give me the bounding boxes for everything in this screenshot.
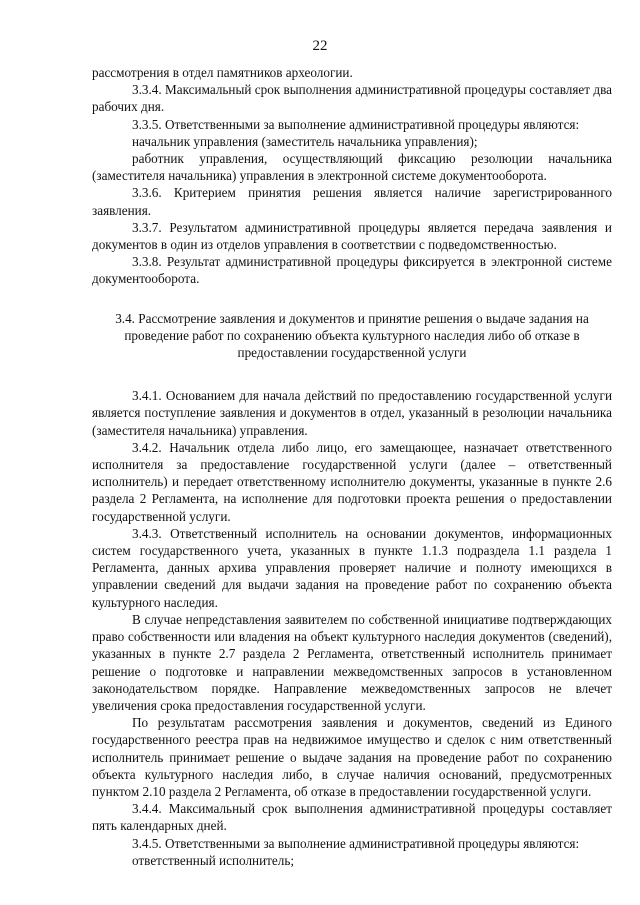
paragraph: 3.4.5. Ответственными за выполнение административной процедуры являются: (132, 835, 580, 851)
paragraph: ответственный исполнитель; (132, 852, 295, 868)
paragraph: 3.3.4. Максимальный срок выполнения административной процедуры составляет два рабочих дня. (92, 82, 612, 115)
page-content (92, 64, 612, 869)
paragraph: рассмотрения в отдел памятников археологии. (92, 65, 353, 80)
paragraph: 3.3.5. Ответственными за выполнение административной процедуры являются: (132, 116, 580, 132)
page-number: 22 (312, 38, 328, 54)
paragraph: 3.4.2. Начальник отдела либо лицо, его замещающее, назначает ответственного исполнителя за предоставление государственной услуги (далее – ответственный исполнитель) и передает ответственному исполнителю документы, указанные в пункте 2.6 раздела 2 Регламента, на исполнение для подготовки проекта решения о предоставлении государственной услуги. (92, 439, 612, 524)
paragraph: 3.3.6. Критерием принятия решения является наличие зарегистрированного заявления. (92, 185, 612, 218)
paragraph: 3.4.3. Ответственный исполнитель на основании документов, информационных систем государственного учета, указанных в пункте 1.1.3 подраздела 1.1 раздела 1 Регламента, данных архива управления проверяет наличие и полноту имеющихся в управлении сведений для выдачи задания на проведение работ по сохранению объекта культурного наследия. (92, 525, 612, 610)
paragraph: 3.3.7. Результатом административной процедуры является передача заявления и документов в один из отделов управления в соответствии с подведомственностью. (92, 219, 612, 253)
paragraph: 3.4.1. Основанием для начала действий по предоставлению государственной услуги является поступление заявления и документов в отдел, указанный в резолюции начальника (заместителя начальника) управления. (92, 388, 612, 438)
section-heading: 3.4. Рассмотрение заявления и документов и принятие решения о выдаче задания на проведение работ по сохранению объекта культурного наследия либо об отказе в предоставлении государственной услуги (115, 310, 589, 361)
paragraph: По результатам рассмотрения заявления и документов, сведений из Единого государственного реестра прав на недвижимое имущество и сделок с ним ответственный исполнитель принимает решение о выдаче задания на проведение работ по сохранению объекта культурного наследия либо, в случае наличия оснований, предусмотренных пунктом 2.10 раздела 2 Регламента, об отказе в предоставлении государственной услуги. (92, 715, 612, 799)
paragraph: В случае непредставления заявителем по собственной инициативе подтверждающих право собственности или владения на объект культурного наследия документов (сведений), указанных в пункте 2.7 раздела 2 Регламента, ответственный исполнитель принимает решение о подготовке и направлении межведомственных запросов в установленном законодательством порядке. Направление межведомственных запросов не влечет увеличения срока предоставления государственной услуги. (92, 611, 612, 713)
paragraph: начальник управления (заместитель начальника управления); (132, 133, 478, 149)
paragraph: 3.4.4. Максимальный срок выполнения административной процедуры составляет пять календарных дней. (92, 801, 612, 834)
paragraph: работник управления, осуществляющий фиксацию резолюции начальника (заместителя начальника) управления в электронной системе документооборота. (92, 151, 612, 184)
paragraph: 3.3.8. Результат административной процедуры фиксируется в электронной системе документооборота. (92, 254, 612, 287)
